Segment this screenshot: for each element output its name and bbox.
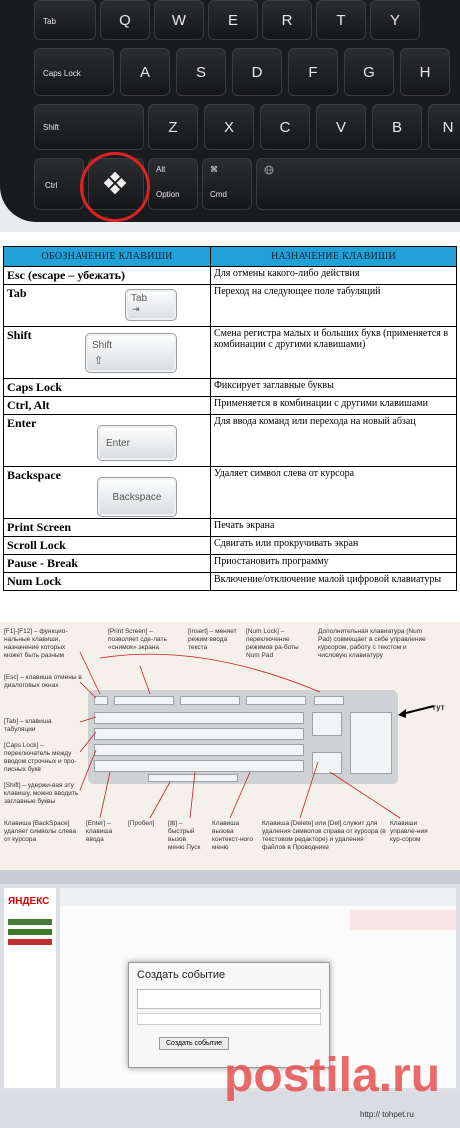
- key-n: N: [428, 104, 460, 150]
- tab-key-image: [125, 289, 177, 321]
- key-description: Для ввода команд или перехода на новый абзац: [211, 415, 457, 467]
- key-name: Enter: [7, 416, 37, 430]
- globe-icon: [264, 165, 274, 175]
- key-f: F: [288, 48, 338, 96]
- label-delete: Клавиша [Delete] или [Del] служит для удаления символов справа от курсора (в текстовом редакторе) и удаления файлов в Проводнике: [262, 820, 386, 851]
- key-table: [3, 246, 457, 591]
- key-d: D: [232, 48, 282, 96]
- key-z: Z: [148, 104, 198, 150]
- label-arrows: Клавиши управле-ния кур-сором: [390, 820, 428, 843]
- key-label-alt: Alt: [156, 165, 166, 174]
- label-num-pad: Дополнительная клавиатура (Num Pad) совмещает в себе управление курсором, работу с текстом и числовую клавиатуру: [318, 628, 426, 659]
- table-row: [4, 327, 457, 379]
- key-caps-lock: [34, 48, 114, 96]
- table-row: [4, 267, 457, 285]
- label-shift: [Shift] – удержи-вая эту клавишу, можно вводить заглавные буквы: [4, 782, 79, 805]
- key-alt-option: [148, 158, 198, 210]
- key-description: Печать экрана: [211, 519, 457, 537]
- key-name: Tab: [7, 286, 27, 300]
- key-e: E: [208, 0, 258, 40]
- key-name: Esc (escape – убежать): [7, 268, 125, 282]
- site-label: http:// tohpet.ru: [360, 1110, 414, 1119]
- key-name: Print Screen: [7, 520, 72, 534]
- key-tab: [34, 0, 96, 40]
- key-description: Сдвигать или прокручивать экран: [211, 537, 457, 555]
- key-x: X: [204, 104, 254, 150]
- key-r: R: [262, 0, 312, 40]
- highlight-circle: [80, 152, 150, 222]
- key-y: Y: [370, 0, 420, 40]
- key-description: Удаляет символ слева от курсора: [211, 467, 457, 519]
- key-table-section: [0, 246, 460, 620]
- key-name: Shift: [7, 328, 32, 342]
- table-header-purpose: НАЗНАЧЕНИЕ КЛАВИШИ: [211, 247, 457, 267]
- key-label: Ctrl: [45, 181, 58, 190]
- key-name: Ctrl, Alt: [7, 398, 50, 412]
- label-enter: [Enter] – клавиша ввода: [86, 820, 113, 843]
- label-print-screen: [Print Screen] – позволяет сде-лать «снимок» экрана: [108, 628, 167, 651]
- label-context-menu: Клавиша вызова контекст-ного меню: [212, 820, 253, 851]
- cmd-icon: ⌘: [210, 165, 218, 174]
- label-tut: тут: [432, 703, 445, 712]
- key-label: Caps Lock: [43, 69, 81, 78]
- key-name: Backspace: [7, 468, 61, 482]
- table-row: [4, 555, 457, 573]
- key-label: Shift: [43, 123, 60, 132]
- event-date-input[interactable]: [137, 1013, 321, 1025]
- label-insert: [Insert] – меняет режим ввода текста: [188, 628, 237, 651]
- table-row: [4, 285, 457, 327]
- key-description: Для отмены какого-либо действия: [211, 267, 457, 285]
- label-tab: [Tab] – клавиша табуляции: [4, 718, 52, 733]
- key-q: Q: [100, 0, 150, 40]
- browser-bar: [0, 870, 460, 884]
- key-description: Приостановить программу: [211, 555, 457, 573]
- pointer-lines: [0, 622, 460, 870]
- key-shift: [34, 104, 144, 150]
- watermark: postila.ru: [224, 1049, 441, 1102]
- table-header-key: ОБОЗНАЧЕНИЕ КЛАВИШИ: [4, 247, 211, 267]
- key-space: [256, 158, 460, 210]
- annotated-keyboard: [0, 622, 460, 870]
- backspace-key-image: Backspace: [97, 477, 177, 517]
- key-a: A: [120, 48, 170, 96]
- shift-arrow-icon: ⇧: [94, 355, 104, 367]
- key-w: W: [154, 0, 204, 40]
- shift-key-image: [85, 333, 177, 373]
- key-t: T: [316, 0, 366, 40]
- key-v: V: [316, 104, 366, 150]
- create-event-button[interactable]: Создать событие: [159, 1037, 229, 1050]
- label-caps-lock: [Caps Lock] – переключатель между вводом строчных и про-писных букв: [4, 742, 77, 773]
- key-h: H: [400, 48, 450, 96]
- key-label-cmd: Cmd: [210, 190, 227, 199]
- table-row: [4, 519, 457, 537]
- label-space: [Пробел]: [128, 820, 155, 827]
- table-row: [4, 573, 457, 591]
- label-num-lock: [Num Lock] – переключение режимов ра-боты Num Pad: [246, 628, 299, 659]
- label-f-keys: [F1]-[F12] – функцио-нальные клавиши, назначение которых может быть разным: [4, 628, 68, 659]
- key-description: Смена регистра малых и больших букв (применяется в комбинации с другими клавишами): [211, 327, 457, 379]
- key-label-option: Option: [156, 190, 180, 199]
- table-row: [4, 379, 457, 397]
- tab-arrow-icon: ⇥: [132, 304, 140, 314]
- brand: ЯНДЕКС: [8, 896, 50, 907]
- key-b: B: [372, 104, 422, 150]
- dialog-title: Создать событие: [137, 969, 226, 981]
- key-cmd: [202, 158, 252, 210]
- key-s: S: [176, 48, 226, 96]
- key-name: Num Lock: [7, 574, 62, 588]
- key-name: Caps Lock: [7, 380, 63, 394]
- key-c: C: [260, 104, 310, 150]
- key-cap-label: Tab: [131, 293, 148, 304]
- key-description: Включение/отключение малой цифровой клавиатуры: [211, 573, 457, 591]
- table-row: [4, 467, 457, 519]
- table-row: [4, 415, 457, 467]
- key-cap-label: Shift: [92, 340, 113, 351]
- key-g: G: [344, 48, 394, 96]
- label-backspace: Клавиша [BackSpace] удаляет символы слева от курсора: [4, 820, 77, 843]
- label-esc: [Esc] – клавиша отмены в диалоговых окнах: [4, 674, 82, 689]
- enter-key-image: Enter: [97, 425, 177, 461]
- key-description: Применяется в комбинации с другими клавишами: [211, 397, 457, 415]
- key-description: Переход на следующее поле табуляций: [211, 285, 457, 327]
- label-win: [⊞] – быстрый вызов меню Пуск: [168, 820, 201, 851]
- key-description: Фиксирует заглавные буквы: [211, 379, 457, 397]
- table-row: [4, 397, 457, 415]
- keyboard-photo: [0, 0, 460, 232]
- table-row: [4, 537, 457, 555]
- key-label: Tab: [43, 17, 56, 26]
- key-ctrl: [34, 158, 84, 210]
- calendar-sidebar: [4, 888, 56, 1088]
- key-name: Scroll Lock: [7, 538, 66, 552]
- key-name: Pause - Break: [7, 556, 79, 570]
- event-name-input[interactable]: [137, 989, 321, 1009]
